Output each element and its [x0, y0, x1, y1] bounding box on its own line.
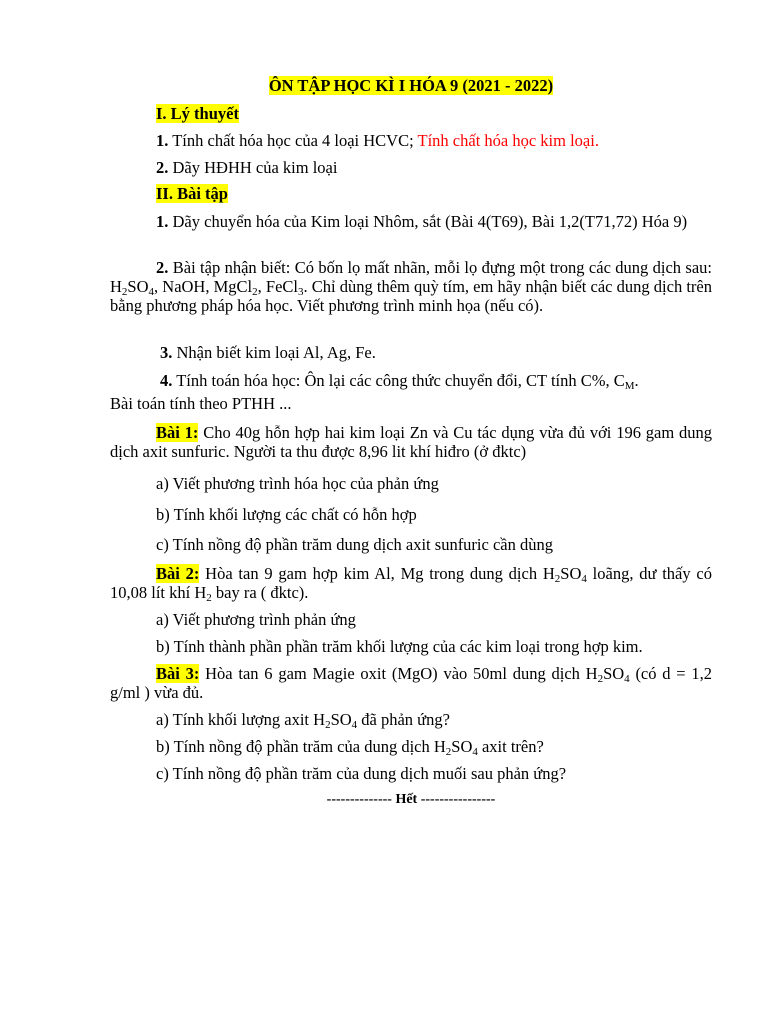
exercise-4-subtext: Bài toán tính theo PTHH ...	[110, 394, 292, 413]
exercise-2-number: 2.	[156, 258, 169, 277]
problem-3-part-a-text-3: đã phản ứng?	[357, 710, 450, 729]
exercise-4-number: 4.	[160, 371, 173, 390]
subscript: M	[624, 380, 635, 392]
subscript: 2	[554, 573, 561, 585]
exercise-2-text-b: SO	[127, 277, 149, 296]
subscript: 2	[325, 719, 331, 731]
problem-1-part-c-text: c) Tính nồng độ phần trăm dung dịch axit sunfuric cần dùng	[156, 535, 553, 554]
problem-1-part-a-text: a) Viết phương trình hóa học của phản ứng	[156, 474, 439, 493]
subscript: 2	[206, 592, 212, 604]
exercise-2-text-a: Bài tập nhận biết: Có bốn lọ mất nhãn, mỗi lọ đựng một trong các dung dịch sau: H	[110, 258, 712, 296]
problem-1-text: Cho 40g hỗn hợp hai kim loại Zn và Cu tác dụng vừa đủ với 196 gam dung dịch axit sunfuric. Người ta thu được 8,96 lit khí hiđro (ở đktc)	[110, 423, 712, 461]
problem-3-text-b: SO	[603, 664, 625, 683]
section-1-heading-line	[156, 104, 758, 123]
problem-3-part-b-text-1: b) Tính nồng độ phần trăm của dung dịch H	[156, 737, 446, 756]
theory-item-1-text: Tính chất hóa học của 4 loại HCVC;	[168, 131, 418, 150]
problem-3-part-a-text-2: SO	[330, 710, 352, 729]
theory-item-2	[156, 158, 758, 177]
problem-2-text-a: Hòa tan 9 gam hợp kim Al, Mg trong dung dịch H	[199, 564, 555, 583]
exercise-2-text-e: . Chỉ dùng thêm quỳ tím, em hãy nhận biết các dung dịch trên bằng phương pháp hóa học. Viết phương trình minh họa (nếu có).	[110, 277, 712, 315]
exercise-4-text-end: .	[634, 371, 639, 390]
subscript: 3	[298, 286, 304, 298]
theory-item-1	[156, 131, 758, 150]
subscript: 4	[624, 673, 630, 685]
problem-1-part-b	[156, 505, 758, 524]
problem-3-part-b-text-3: axit trên?	[477, 737, 544, 756]
problem-2-part-b-text: b) Tính thành phần phần trăm khối lượng của các kim loại trong hợp kim.	[156, 637, 643, 656]
problem-3-text-a: Hòa tan 6 gam Magie oxit (MgO) vào 50ml dung dịch H	[199, 664, 598, 683]
problem-3-text-c: (có d = 1,2 g/ml ) vừa đủ.	[110, 664, 712, 702]
problem-1-part-b-text: b) Tính khối lượng các chất có hỗn hợp	[156, 505, 417, 524]
subscript: 4	[581, 573, 587, 585]
subscript: 4	[351, 719, 358, 731]
problem-3-part-b-text-2: SO	[451, 737, 473, 756]
theory-item-1-highlight: Tính chất hóa học kim loại.	[417, 131, 599, 150]
subscript: 2	[121, 286, 128, 298]
exercise-1-text: Dãy chuyển hóa của Kim loại Nhôm, sắt (Bài 4(T69), Bài 1,2(T71,72) Hóa 9)	[168, 212, 688, 231]
exercise-3-number: 3.	[160, 343, 173, 362]
end-marker-line	[110, 790, 712, 809]
problem-1-label: Bài 1:	[156, 423, 199, 442]
problem-2-part-b	[156, 637, 758, 656]
problem-3-part-a-text-1: a) Tính khối lượng axit H	[156, 710, 326, 729]
subscript: 2	[252, 286, 258, 298]
title-line	[110, 76, 712, 95]
subscript: 2	[445, 746, 452, 758]
end-marker: -------------- Hết ----------------	[326, 792, 496, 807]
section-2-heading: II. Bài tập	[156, 184, 228, 203]
exercise-4	[160, 371, 762, 390]
exercise-2-text-c: , NaOH, MgCl	[154, 277, 253, 296]
exercise-1	[110, 212, 712, 231]
exercise-4-text: Tính toán hóa học: Ôn lại các công thức chuyển đổi, CT tính C%, C	[172, 371, 625, 390]
exercise-3	[160, 343, 762, 362]
theory-item-2-number: 2.	[156, 158, 169, 177]
problem-3-part-c	[156, 764, 758, 783]
exercise-3-text: Nhận biết kim loại Al, Ag, Fe.	[172, 343, 376, 362]
page-title: ÔN TẬP HỌC KÌ I HÓA 9 (2021 - 2022)	[268, 76, 554, 95]
problem-3	[110, 664, 712, 702]
subscript: 4	[472, 746, 478, 758]
section-1-heading: I. Lý thuyết	[156, 104, 239, 123]
problem-2-label: Bài 2:	[156, 564, 200, 583]
problem-2-part-a	[156, 610, 758, 629]
problem-3-part-c-text: c) Tính nồng độ phần trăm của dung dịch muối sau phản ứng?	[156, 764, 567, 783]
problem-1-part-c	[156, 535, 758, 554]
exercise-2	[110, 258, 712, 315]
exercise-1-number: 1.	[156, 212, 169, 231]
problem-2-text-d: bay ra ( đktc).	[211, 583, 309, 602]
problem-2-text-b: SO	[560, 564, 582, 583]
problem-3-part-a	[156, 710, 758, 729]
theory-item-1-number: 1.	[156, 131, 169, 150]
problem-3-part-b	[156, 737, 758, 756]
problem-3-label: Bài 3:	[156, 664, 200, 683]
section-2-heading-line	[156, 184, 758, 203]
problem-1	[110, 423, 712, 461]
subscript: 2	[597, 673, 604, 685]
subscript: 4	[148, 286, 155, 298]
theory-item-2-text: Dãy HĐHH của kim loại	[168, 158, 338, 177]
exercise-2-text-d: , FeCl	[257, 277, 298, 296]
problem-1-part-a	[156, 474, 758, 493]
problem-2	[110, 564, 712, 602]
exercise-4-line-2	[110, 394, 712, 413]
problem-2-text-c: loãng, dư thấy có 10,08 lít khí H	[110, 564, 712, 602]
problem-2-part-a-text: a) Viết phương trình phản ứng	[156, 610, 356, 629]
